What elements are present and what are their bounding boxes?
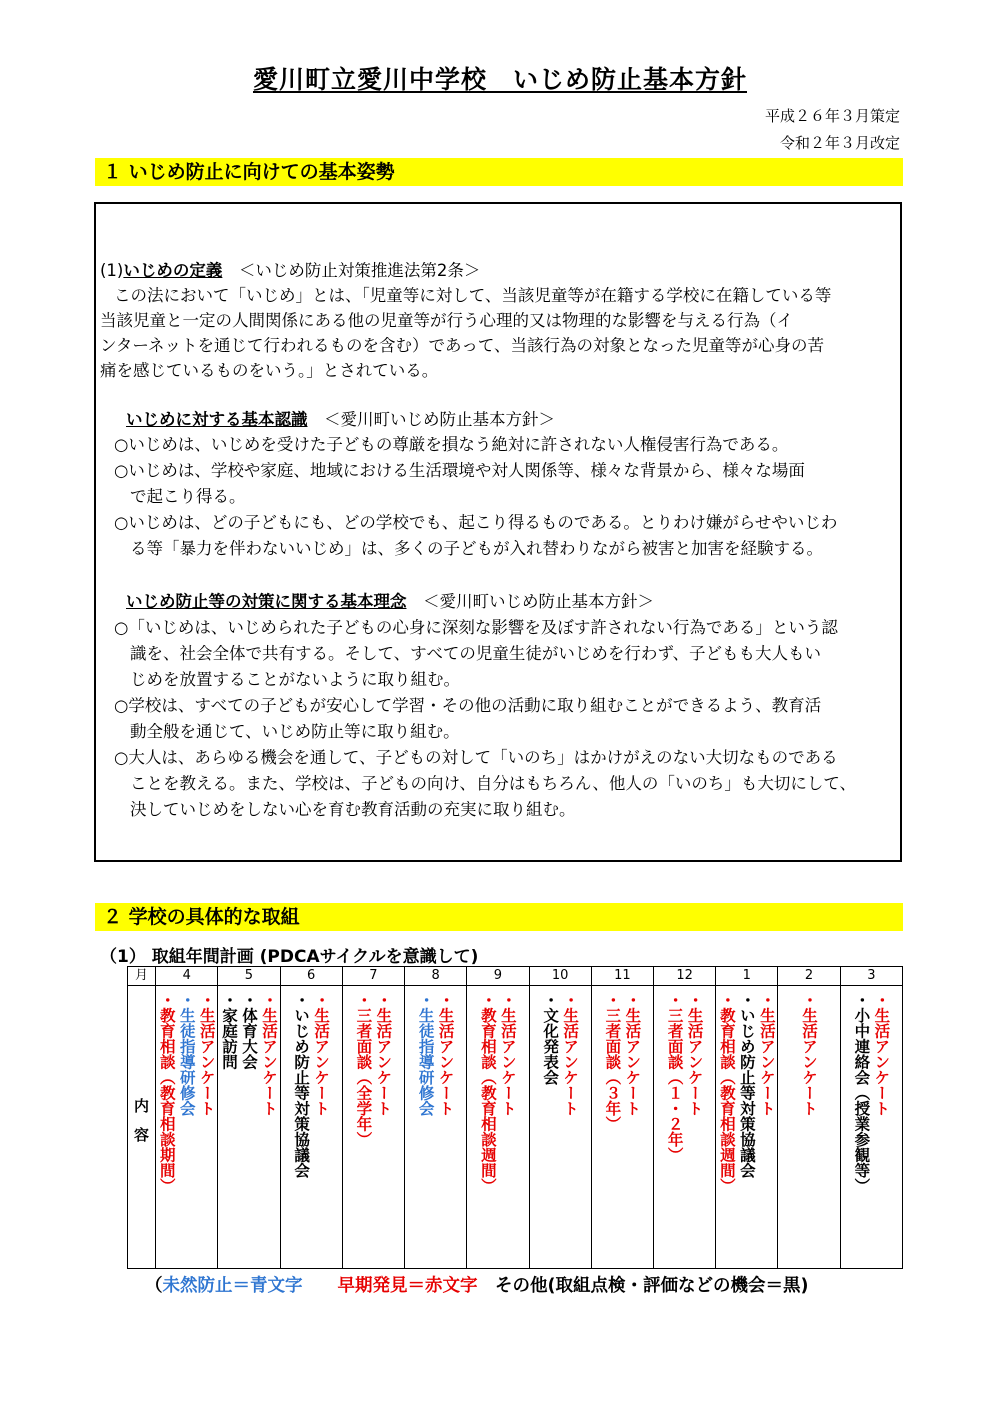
plan-item: ・生活アンケート <box>623 992 642 1116</box>
principle-line: ○「いじめは、いじめられた子どもの心身に深刻な影響を及ぼす許されない行為である」という認 <box>114 618 838 637</box>
definition-title: いじめの定義 <box>123 261 223 280</box>
plan-item: ・生活アンケート <box>498 992 517 1116</box>
principle-line: ○学校は、すべての子どもが安心して学習・その他の活動に取り組むことができるよう、教育活 <box>114 696 822 715</box>
plan-item: ・いじめ防止等対策協議会 <box>737 992 756 1178</box>
plan-title: （1） 取組年間計画 (PDCAサイクルを意識して) <box>100 947 479 967</box>
plan-item: ・生活アンケート <box>259 992 278 1116</box>
section-1-heading: １ いじめ防止に向けての基本姿勢 <box>95 158 903 186</box>
definition-label: (1) <box>100 261 124 280</box>
plan-item: ・三者面談（１・２年） <box>665 992 684 1163</box>
recognition-line: ○いじめは、どの子どもにも、どの学校でも、起こり得るものである。とりわけ嫌がらせやいじわ <box>114 513 838 532</box>
month-header-6: 6 <box>280 967 342 986</box>
principle-source: ＜愛川町いじめ防止基本方針＞ <box>423 592 654 611</box>
recognition-line: ○いじめは、学校や家庭、地域における生活環境や対人関係等、様々な背景から、様々な場面 <box>114 461 805 480</box>
plan-item: ・小中連絡会（授業参観等） <box>852 992 871 1194</box>
plan-item: ・いじめ防止等対策協議会 <box>292 992 311 1178</box>
month-content-1 <box>716 986 778 1269</box>
plan-item: ・生活アンケート <box>872 992 891 1116</box>
recognition-title: いじめに対する基本認識 <box>126 410 308 429</box>
plan-item: ・教育相談（教育相談期間） <box>157 992 176 1194</box>
plan-item: ・文化発表会 <box>541 992 560 1085</box>
recognition-line: る等「暴力を伴わないいじめ」は、多くの子どもが入れ替わりながら被害と加害を経験する。 <box>130 539 823 558</box>
month-header-10: 10 <box>529 967 591 986</box>
legend-other: その他(取組点検・評価などの機会＝黒) <box>495 1276 809 1296</box>
principle-heading <box>126 591 654 613</box>
plan-item: ・教育相談（教育相談週間） <box>478 992 497 1194</box>
month-content-5 <box>218 986 280 1269</box>
plan-item: ・生徒指導研修会 <box>416 992 435 1116</box>
definition-line: 当該児童と一定の人間関係にある他の児童等が行う心理的又は物理的な影響を与える行為（イ <box>100 311 793 330</box>
color-legend <box>145 1272 809 1297</box>
principle-title: いじめ防止等の対策に関する基本理念 <box>126 592 407 611</box>
plan-item: ・生活アンケート <box>312 992 331 1116</box>
month-content-2 <box>778 986 840 1269</box>
month-header-1: 1 <box>716 967 778 986</box>
plan-item: ・生活アンケート <box>561 992 580 1116</box>
definition-line: 痛を感じているものをいう。」とされている。 <box>100 361 439 380</box>
recognition-heading <box>126 409 555 431</box>
plan-item: ・教育相談（教育相談週間） <box>717 992 736 1194</box>
month-content-12 <box>653 986 715 1269</box>
month-header-2: 2 <box>778 967 840 986</box>
principle-line: ことを教える。また、学校は、子どもの向け、自分はもちろん、他人の「いのち」も大切にして、 <box>130 774 856 793</box>
month-header-5: 5 <box>218 967 280 986</box>
plan-item: ・家庭訪問 <box>219 992 238 1070</box>
plan-item: ・生活アンケート <box>197 992 216 1116</box>
month-content-10 <box>529 986 591 1269</box>
definition-heading <box>100 260 480 282</box>
month-header-3: 3 <box>840 967 902 986</box>
document-title: 愛川町立愛川中学校 いじめ防止基本方針 <box>252 65 747 94</box>
month-header-7: 7 <box>342 967 404 986</box>
month-header-label: 月 <box>128 967 156 986</box>
month-content-8 <box>405 986 467 1269</box>
month-header-11: 11 <box>591 967 653 986</box>
definition-line: この法において「いじめ」とは、「児童等に対して、当該児童等が在籍する学校に在籍している等 <box>114 286 832 305</box>
plan-item: ・生活アンケート <box>757 992 776 1116</box>
plan-item: ・三者面談（全学年） <box>354 992 373 1147</box>
month-content-3 <box>840 986 902 1269</box>
month-content-4 <box>156 986 218 1269</box>
principle-line: 動全般を通じて、いじめ防止等に取り組む。 <box>130 722 460 741</box>
principle-line: ○大人は、あらゆる機会を通して、子どもの対して「いのち」はかけがえのない大切なものである <box>114 748 838 767</box>
plan-item: ・生活アンケート <box>374 992 393 1116</box>
date-established: 平成２６年３月策定 <box>764 107 900 125</box>
principle-line: 識を、社会全体で共有する。そして、すべての児童生徒がいじめを行わず、子どもも大人もい <box>130 644 822 663</box>
annual-plan-table <box>127 966 903 1269</box>
month-content-6 <box>280 986 342 1269</box>
plan-item: ・三者面談（３年） <box>603 992 622 1132</box>
month-content-9 <box>467 986 529 1269</box>
recognition-line: で起こり得る。 <box>130 487 246 506</box>
plan-item: ・生活アンケート <box>800 992 819 1116</box>
recognition-line: ○いじめは、いじめを受けた子どもの尊厳を損なう絶対に許されない人権侵害行為である。 <box>114 435 789 454</box>
principle-line: 決していじめをしない心を育む教育活動の充実に取り組む。 <box>130 800 576 819</box>
month-header-8: 8 <box>405 967 467 986</box>
legend-prevention: 未然防止＝青文字 <box>162 1276 303 1296</box>
plan-item: ・生徒指導研修会 <box>177 992 196 1116</box>
recognition-source: ＜愛川町いじめ防止基本方針＞ <box>324 410 555 429</box>
month-header-9: 9 <box>467 967 529 986</box>
date-revised: 令和２年３月改定 <box>779 134 900 152</box>
month-header-row <box>128 967 903 986</box>
legend-early-detection: 早期発見＝赤文字 <box>337 1276 478 1296</box>
content-label: 内容 <box>128 986 156 1269</box>
legend-open-paren: （ <box>145 1276 163 1296</box>
month-header-4: 4 <box>156 967 218 986</box>
basic-stance-box <box>94 202 902 862</box>
definition-source: ＜いじめ防止対策推進法第2条＞ <box>238 261 481 280</box>
section-2-heading: ２ 学校の具体的な取組 <box>95 903 903 931</box>
plan-item: ・生活アンケート <box>685 992 704 1116</box>
plan-item: ・体育大会 <box>239 992 258 1070</box>
month-content-7 <box>342 986 404 1269</box>
month-content-11 <box>591 986 653 1269</box>
principle-line: じめを放置することがないように取り組む。 <box>130 670 460 689</box>
plan-item: ・生活アンケート <box>436 992 455 1116</box>
content-row <box>128 986 903 1269</box>
month-header-12: 12 <box>653 967 715 986</box>
definition-line: ンターネットを通じて行われるものを含む）であって、当該行為の対象となった児童等が心身の苦 <box>100 336 825 355</box>
